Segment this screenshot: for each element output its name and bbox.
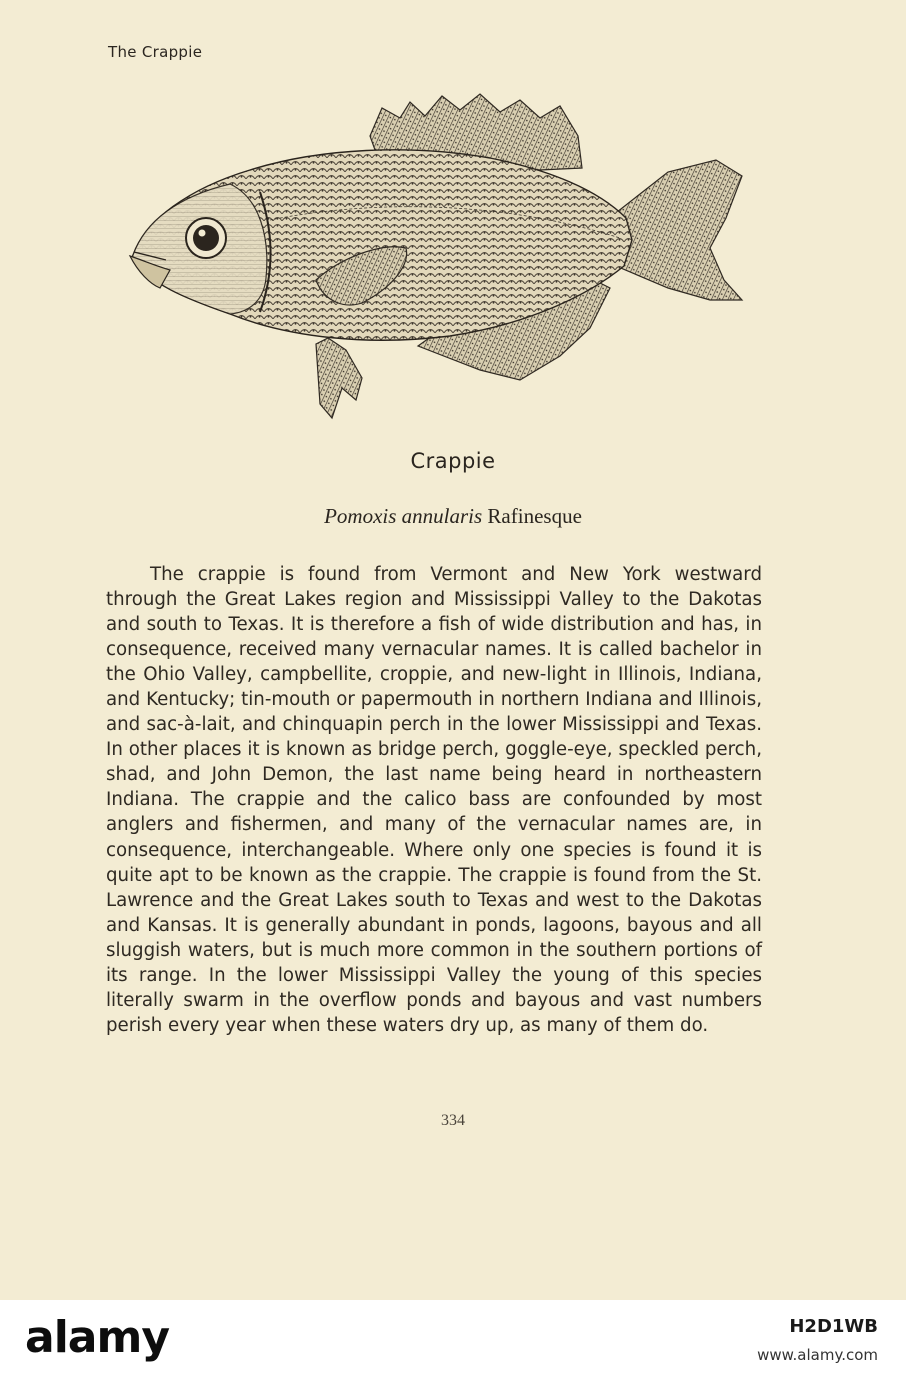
- crappie-fish-icon: [120, 88, 760, 428]
- scientific-name: [0, 504, 906, 529]
- pelvic-fin: [316, 338, 362, 418]
- tail-fin: [612, 160, 742, 300]
- scientific-name-author: Rafinesque: [487, 504, 582, 528]
- page-number: 334: [441, 1112, 465, 1129]
- scientific-name-binomial: Pomoxis annularis: [324, 504, 483, 528]
- watermark-logo: alamy: [25, 1312, 169, 1363]
- running-head: The Crappie: [108, 43, 203, 61]
- watermark-image-id: H2D1WB: [789, 1316, 878, 1337]
- species-title: Crappie: [410, 449, 496, 473]
- species-description: The crappie is found from Vermont and New York westward through the Great Lakes region and Mississippi Valley to the Dakotas and south to Texas. It is therefore a fish of wide distribution and has, in consequence, received many vernacular names. It is called bachelor in the Ohio Valley, campbellite, croppie, and new-light in Illinois, Indiana, and Kentucky; tin-mouth or papermouth in northern Indiana and Illinois, and sac-à-lait, and chinquapin perch in the lower Mississippi and Texas. In other places it is known as bridge perch, goggle-eye, speckled perch, shad, and John Demon, the last name being heard in northeastern Indiana. The crappie and the calico bass are confounded by most anglers and fishermen, and many of the vernacular names are, in consequence, interchangeable. Where only one species is found it is quite apt to be known as the crappie. The crappie is found from the St. Lawrence and the Great Lakes south to Texas and west to the Dakotas and Kansas. It is generally abundant in ponds, lagoons, bayous and all sluggish waters, but is much more common in the southern portions of its range. In the lower Mississippi Valley the young of this species literally swarm in the overflow ponds and bayous and vast numbers perish every year when these waters dry up, as many of them do.: [106, 564, 762, 1036]
- watermark-url: www.alamy.com: [757, 1346, 878, 1364]
